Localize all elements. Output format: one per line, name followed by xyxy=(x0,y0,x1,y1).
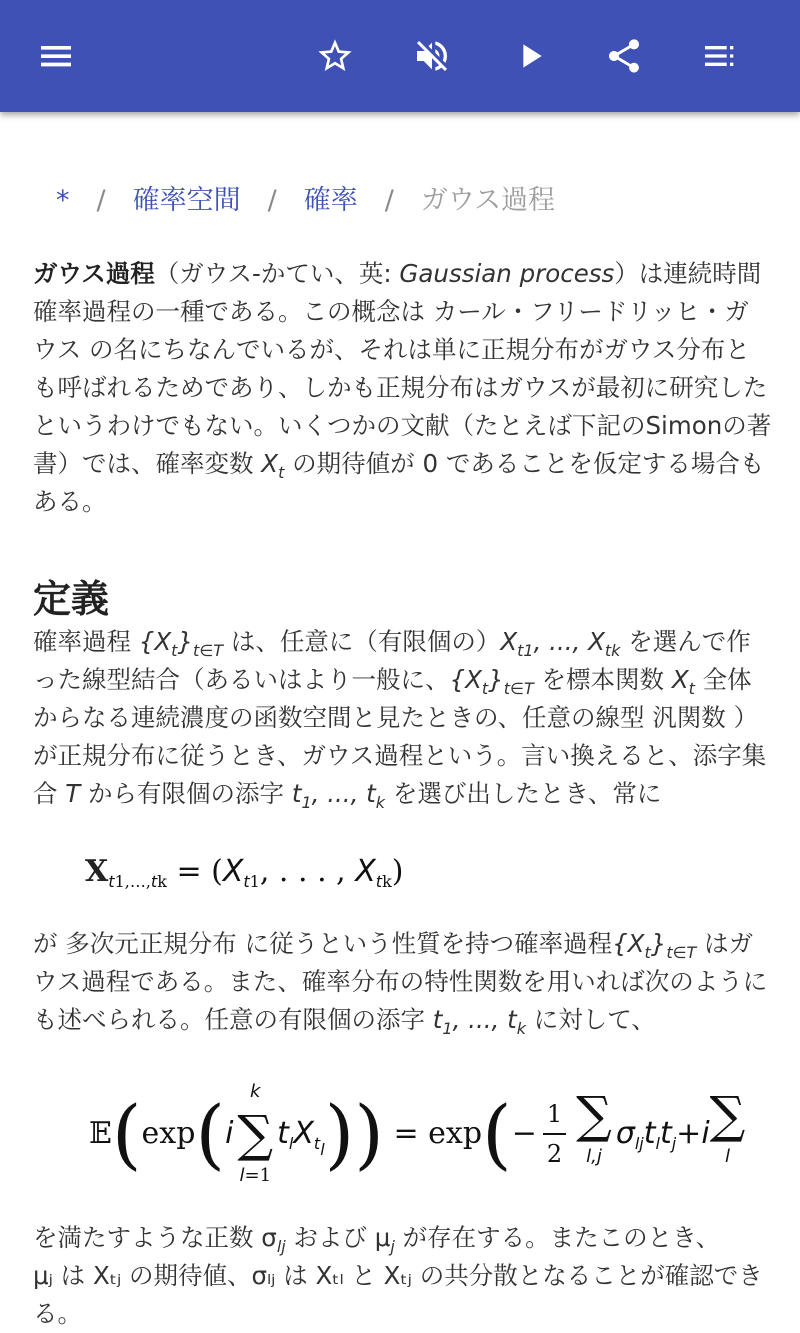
def-text: に対して、 xyxy=(525,1005,656,1034)
def-text: を選び出したとき、常に xyxy=(385,779,662,808)
play-icon xyxy=(510,36,550,76)
intro-text: （ガウス-かてい、英: xyxy=(154,259,400,288)
star-outline-icon xyxy=(315,36,355,76)
article-term: ガウス過程 xyxy=(33,259,155,288)
menu-icon xyxy=(36,36,76,76)
definition-paragraph-4: μⱼ は Xₜⱼ の期待値、σₗⱼ は Xₜₗ と Xₜⱼ の共分散となることが確認できる。 xyxy=(33,1261,763,1328)
breadcrumb-separator: / xyxy=(384,185,394,216)
article-body xyxy=(33,255,773,1333)
intro-text: ）は連続時間確率過程の一種である。この概念は カール・フリードリッヒ・ガウス の名にちなんでいるが、それは単に正規分布がガウス分布とも呼ばれるためであり、しかも正規分布はガウスが最初に研究したというわけでもない。いくつかの文献（たとえば下記のSimonの著書）では、確率変数 xyxy=(33,259,772,478)
definition-paragraph-2: が 多次元正規分布 に従うという性質を持つ確率過程$\{X_t\}_{t\in T}$ はガウス過程である。また、確率分布の特性関数を用いれば次のようにも述べられる。任意の有限個の添字 $t_1$, ..., $t_k$ に対して、 xyxy=(33,929,768,1038)
formula-vector-definition: $X_{t1,\dots,tk} = (X_{t1}$, . . . , $X_{tk}$) xyxy=(85,854,404,891)
english-term: Gaussian process xyxy=(399,259,615,288)
def-text: を満たすような正数 xyxy=(33,1223,262,1252)
intro-paragraph: ガウス過程（ガウス-かてい、英: Gaussian process）は連続時間確率過程の一種である。この概念は カール・フリードリッヒ・ガウス の名にちなんでいるが、それは単に正規分布がガウス分布とも呼ばれるためであり、しかも正規分布はガウスが最初に研究したというわけでもない。いくつかの文献（たとえば下記のSimonの著書）では、確率変数 $X_t$ の期待値が 0 であることを仮定する場合もある。 xyxy=(33,259,772,516)
volume-off-icon xyxy=(412,36,452,76)
mute-button[interactable] xyxy=(404,28,460,84)
def-text: が 多次元正規分布 に従うという性質を持つ確率過程 xyxy=(33,929,613,958)
definition-paragraph-3: を満たすような正数 $\sigma_{lj}$ および $\mu_j$ が存在する。またこのとき、 xyxy=(33,1223,721,1256)
def-text: 確率過程 xyxy=(33,627,139,656)
def-text: および xyxy=(285,1223,375,1252)
def-text: 全体からなる連続濃度の函数空間と見たときの、任意の線型 汎関数 ）が正規分布に従うとき、ガウス過程という。言い換えると、添字集合 xyxy=(33,665,767,808)
formula-characteristic-function: 𝔼 ( exp ( i k ∑ l=1 $t_lX_{t_l}$ )) = exp ( − 1 2 ∑ l,j $\sigma_{lj}t_lt_j$ + i ∑ l xyxy=(89,1081,746,1186)
def-text: はガウス過程である。また、確率分布の特性関数を用いれば次のようにも述べられる。任意の有限個の添字 xyxy=(33,929,768,1034)
def-text: を標本関数 xyxy=(533,665,672,694)
share-button[interactable] xyxy=(596,28,652,84)
breadcrumb-probability[interactable]: 確率 xyxy=(303,185,358,216)
toc-list-icon xyxy=(700,36,740,76)
breadcrumb-separator: / xyxy=(96,185,106,216)
play-button[interactable] xyxy=(502,28,558,84)
breadcrumb-home[interactable]: * xyxy=(56,185,70,216)
breadcrumb xyxy=(56,178,555,217)
share-icon xyxy=(604,36,644,76)
definition-paragraph: 確率過程 $\{X_t\}_{t\in T}$ は、任意に（有限個の）$X_{t1}$, ..., $X_{tk}$ を選んで作った線型結合（あるいはより一般に、$\{X_t\}_{t\in T}$ を標本関数 $X_t$ 全体からなる連続濃度の函数空間と見たときの、任意の線型 汎関数 ）が正規分布に従うとき、ガウス過程という。言い換えると、添字集合 T から有限個の添字 $t_1$, ..., $t_k$ を選び出したとき、常に xyxy=(33,627,767,812)
def-text: を選んで作った線型結合（あるいはより一般に、 xyxy=(33,627,751,694)
def-text: が存在する。またこのとき、 xyxy=(394,1223,721,1252)
def-text: は、任意に（有限個の） xyxy=(223,627,501,656)
section-heading-definition: 定義 xyxy=(33,577,110,621)
def-text: から有限個の添字 xyxy=(80,779,292,808)
app-toolbar xyxy=(0,0,800,112)
breadcrumb-separator: / xyxy=(267,185,277,216)
breadcrumb-current: ガウス過程 xyxy=(420,185,556,216)
bookmark-star-button[interactable] xyxy=(307,28,363,84)
intro-text: の期待値が 0 であることを仮定する場合もある。 xyxy=(33,449,765,516)
table-of-contents-button[interactable] xyxy=(692,28,748,84)
menu-button[interactable] xyxy=(28,28,84,84)
breadcrumb-probability-space[interactable]: 確率空間 xyxy=(132,185,241,216)
